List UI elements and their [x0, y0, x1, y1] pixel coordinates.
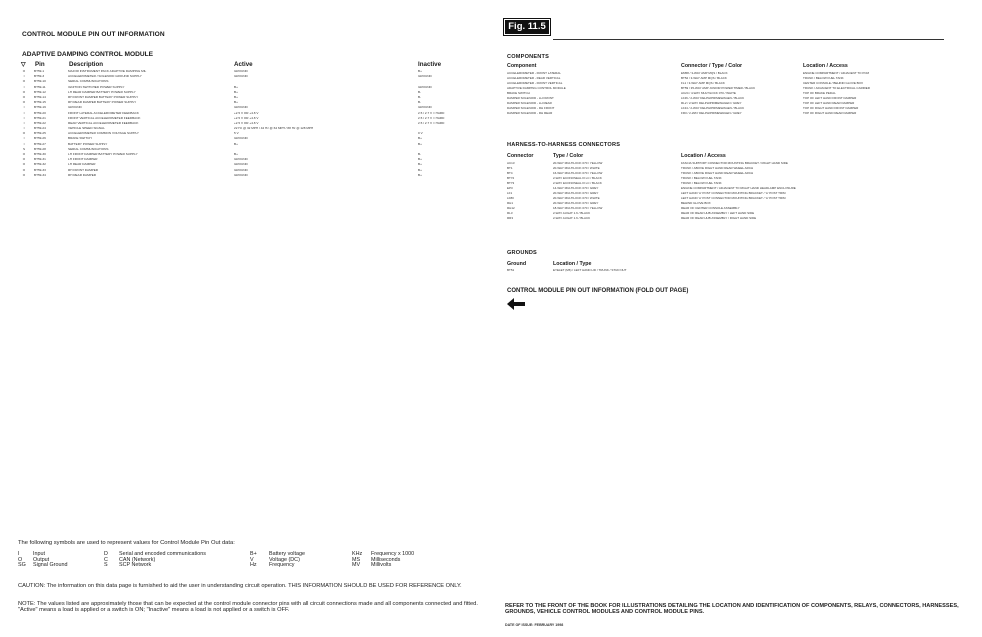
pin-cell: BT59-12 — [34, 89, 46, 94]
active-cell: 22 Hz @ 32 MPH / 44 Hz @ 64 MPH / 88 Hz @ 128 MPH — [234, 126, 314, 131]
connector-cell: BT72 — [507, 176, 515, 180]
symbol-meaning: Frequency x 1000 — [371, 551, 415, 557]
symbol-meaning: CAN (Network) — [119, 556, 156, 563]
symbol-entry — [104, 563, 206, 569]
connector-cell: FR3 / 2-WAY DELPHIPRIMEWAGEN / GREY — [681, 111, 742, 115]
symbol-key: MV — [352, 562, 361, 569]
active-cell: GROUND — [234, 172, 248, 177]
component-cell: DAMPER SOLENOID - RH REAR — [507, 111, 553, 115]
active-cell: GROUND — [234, 157, 248, 162]
location-cell: TRUNK / ADJACENT TO ELECTRICAL CARRIER — [803, 86, 870, 90]
components-title: COMPONENTS — [507, 54, 550, 60]
connector-column-header: Connector / Type / Color — [681, 63, 743, 69]
pin-cell: BT59-22 — [34, 120, 46, 125]
description-cell: RH FRONT DAMPER BATTERY POWER SUPPLY — [68, 94, 139, 99]
component-cell: DAMPER SOLENOID - LH REAR — [507, 101, 552, 105]
type-cell: 18-WAY MULTILOCK 070 / YELLOW — [553, 206, 603, 210]
component-cell: BRAKE SWITCH — [507, 91, 530, 95]
location-cell: FASCIA SUPPORT CONNECTOR MOUNTING BRACKET / RIGHT HAND SIDE — [681, 161, 788, 165]
active-cell: B+ — [234, 94, 238, 99]
component-cell: DAMPER SOLENOID - LH FRONT — [507, 96, 554, 100]
io-cell: O — [22, 162, 26, 167]
symbol-meaning: Battery voltage — [269, 551, 305, 557]
pin-cell: BT59-26 — [34, 136, 46, 141]
symbol-entry — [250, 563, 305, 569]
pin-cell: BT59-25 — [34, 131, 46, 136]
harness-connector-header: Connector — [507, 153, 534, 159]
arrow-left-icon — [507, 298, 525, 310]
location-cell: TOP OF LEFT HAND REAR DAMPER — [803, 101, 855, 105]
pin-cell: BT59-34 — [34, 172, 46, 177]
inactive-cell: B+ — [418, 172, 422, 177]
active-cell: GROUND — [234, 69, 248, 73]
location-column-header: Location / Access — [803, 63, 848, 69]
symbol-key: Hz — [250, 562, 257, 569]
pin-cell: BT59-14 — [34, 94, 46, 99]
page-title: CONTROL MODULE PIN OUT INFORMATION — [22, 31, 165, 38]
io-cell: I — [23, 126, 25, 131]
inactive-cell: B- — [418, 89, 422, 94]
symbols-column — [18, 552, 67, 569]
inactive-cell: 2.5 / 2.7 V = HARD — [418, 120, 445, 125]
symbol-meaning: SCP Network — [119, 562, 152, 569]
connector-cell: AC13 — [507, 161, 515, 165]
inactive-cell: 2.5 / 2.7 V = HARD — [418, 110, 445, 115]
symbol-meaning: Serial and encoded communications — [119, 551, 206, 557]
table-row — [507, 268, 977, 273]
symbol-entry — [352, 563, 414, 569]
location-cell: TRUNK / BELOW FUEL TANK — [803, 76, 844, 80]
connector-cell: EM58 / 3-WAY AMP MQS / BLACK — [681, 71, 728, 75]
inactive-cell: B+ — [418, 162, 422, 167]
location-cell: REAR OF REAR HUB ASSEMBLY / RIGHT HAND SIDE — [681, 216, 757, 220]
symbol-key: SG — [18, 562, 26, 569]
connector-cell: BT52 / 3-WAY AMP MQS / BLACK — [681, 76, 727, 80]
io-cell: O — [22, 100, 26, 105]
type-cell: 16-WAY MULTILOCK 070 / YELLOW — [553, 171, 603, 175]
symbol-meaning: Milliseconds — [371, 556, 401, 563]
table-row — [20, 173, 490, 178]
pin-cell: BT59-20 — [34, 110, 46, 115]
pin-cell: BT59-28 — [34, 146, 46, 151]
symbol-key: C — [104, 556, 108, 563]
connector-cell: RL2 / 2-WAY DELPHIPRIMEWAGEN / GREY — [681, 101, 742, 105]
description-cell: LH REAR DAMPER — [68, 162, 96, 167]
inactive-cell: B+ — [418, 141, 422, 146]
symbol-key: V — [250, 556, 254, 563]
symbol-key: I — [18, 551, 20, 557]
io-cell: O — [22, 89, 26, 94]
connector-cell: BT59 / 35-WAY AMP JUNIOR POWER TIMER / BLACK — [681, 86, 756, 90]
pin-cell: BT59-31 — [34, 157, 46, 162]
active-cell: GROUND — [234, 74, 248, 79]
ground-location-cell: EYELET (M6) / LEFT HAND LID / TRUNK / STUD NUT — [553, 268, 627, 272]
inactive-cell: B+ — [418, 167, 422, 172]
io-cell: O — [22, 167, 26, 172]
io-column-header: ▽ — [21, 61, 26, 68]
io-cell: I — [23, 115, 25, 120]
ground-location-header: Location / Type — [553, 261, 592, 267]
connector-cell: LF46 / 2-WAY DELPHIPRIMEWAGEN / BLACK — [681, 96, 745, 100]
io-cell: I — [23, 74, 25, 79]
connector-cell: BT1 — [507, 166, 513, 170]
inactive-cell: B- — [418, 100, 422, 105]
description-cell: FRONT LATERAL ACCELEROMETER FEEDBACK — [68, 110, 139, 115]
type-cell: 2-WAY AUGAT 1.6 / BLACK — [553, 216, 591, 220]
symbol-entry — [18, 563, 67, 569]
description-cell: LH FRONT DAMPER BATTERY POWER SUPPLY — [68, 152, 138, 156]
symbols-column — [352, 552, 414, 569]
harness-location-header: Location / Access — [681, 153, 726, 159]
inactive-cell: GROUND — [418, 74, 432, 79]
type-cell: 2-WAY ECONOSEAL III LC / BLACK — [553, 181, 602, 185]
active-cell: 5 V — [234, 131, 239, 136]
location-cell: TRUNK / BELOW FUEL TANK — [681, 176, 722, 180]
component-cell: ACCELEROMETER - FRONT VERTICAL — [507, 81, 563, 85]
active-cell: GROUND — [234, 167, 248, 172]
harness-title: HARNESS-TO-HARNESS CONNECTORS — [507, 142, 621, 148]
caution-text: CAUTION: The information on this data page is furnished to aid the user in understanding circuit operation. THIS INFORMATION SHOULD BE USED FOR REFERENCE ONLY. — [18, 583, 462, 589]
connector-cell: RL3 — [507, 211, 513, 215]
description-cell: ACCELEROMETER COMMON VOLTAGE SUPPLY — [68, 131, 139, 136]
description-cell: FRONT VERTICAL ACCELEROMETER FEEDBACK — [68, 115, 141, 120]
active-cell: +2.5 V OR +4.8 V — [234, 115, 259, 120]
symbol-key: D — [104, 551, 108, 557]
issue-date: DATE OF ISSUE: FEBRUARY 1998 — [505, 623, 564, 627]
table-row — [507, 111, 977, 116]
pin-table — [20, 69, 490, 178]
symbol-key: MS — [352, 556, 361, 563]
connector-cell: RR3 — [507, 216, 514, 220]
pin-cell: BT59-11 — [34, 84, 46, 89]
pin-cell: BT59-1 — [34, 69, 45, 73]
component-column-header: Component — [507, 63, 537, 69]
pin-cell: BT59-33 — [34, 167, 46, 172]
pin-column-header: Pin — [35, 61, 45, 68]
type-cell: 20-WAY MULTILOCK 070 / WHITE — [553, 196, 600, 200]
symbol-key: B+ — [250, 551, 257, 557]
description-cell: RH REAR DAMPER — [68, 172, 97, 177]
description-cell: REAR VERTICAL ACCELEROMETER FEEDBACK — [68, 120, 139, 125]
connector-cell: EP3 — [507, 186, 513, 190]
location-cell: REAR OF CENTER CONSOLE ASSEMBLY — [681, 206, 740, 210]
symbol-meaning: Output — [33, 556, 50, 563]
type-cell: 20-WAY MULTILOCK 070 / YELLOW — [553, 161, 603, 165]
pin-cell: BT59-32 — [34, 162, 46, 167]
location-cell: TOP OF RIGHT HAND FRONT DAMPER — [803, 106, 859, 110]
grounds-table — [507, 268, 977, 273]
active-cell: B+ — [234, 84, 238, 89]
connector-cell: LF80 — [507, 196, 514, 200]
type-cell: 20-WAY MULTILOCK 070 / GREY — [553, 191, 599, 195]
description-cell: SERIAL COMMUNICATIONS — [68, 146, 109, 151]
pin-cell: BT59-24 — [34, 126, 46, 131]
active-column-header: Active — [234, 61, 253, 68]
pin-cell: BT59-15 — [34, 100, 46, 105]
symbol-meaning: Frequency — [269, 562, 295, 569]
active-cell: B+ — [234, 152, 238, 156]
description-cell: RH REAR DAMPER BATTERY POWER SUPPLY — [68, 100, 137, 105]
location-cell: ENGINE COMPARTMENT / ADJACENT TO RIGHT HAND HEADLAMP ENCLOSURE — [681, 186, 796, 190]
io-cell: O — [22, 152, 26, 156]
inactive-cell: 0 V — [418, 131, 423, 136]
connector-cell: BT4 — [507, 171, 513, 175]
description-cell: IGNITION SWITCHED POWER SUPPLY — [68, 84, 125, 89]
io-cell: O — [22, 79, 26, 84]
inactive-cell: B+ — [418, 157, 422, 162]
component-cell: ADAPTIVE DAMPING CONTROL MODULE — [507, 86, 566, 90]
components-table — [507, 71, 977, 116]
active-cell: GROUND — [234, 162, 248, 167]
location-cell: TRUNK / ABOVE RIGHT HAND REAR WHEEL ARCH — [681, 166, 754, 170]
description-cell: RH FRONT DAMPER — [68, 167, 99, 172]
location-cell: LEFT HAND 'A' POST CONNECTOR MOUNTING BRACKET / 'A' POST TRIM — [681, 196, 786, 200]
description-cell: LH REAR DAMPER BATTERY POWER SUPPLY — [68, 89, 136, 94]
pin-cell: BT59-19 — [34, 105, 46, 110]
location-cell: LEFT HAND 'A' POST CONNECTOR MOUNTING BRACKET / 'A' POST TRIM — [681, 191, 786, 195]
type-cell: 14-WAY MULTILOCK 070 / GREY — [553, 186, 599, 190]
right-page — [491, 0, 982, 637]
inactive-cell: 2.5 / 2.7 V = HARD — [418, 115, 445, 120]
location-cell: CENTER CONSOLE / BEHIND GLOVE BOX — [803, 81, 864, 85]
connector-cell: RH1 — [507, 201, 514, 205]
description-cell: BATTERY POWER SUPPLY — [68, 141, 108, 146]
symbol-meaning: Signal Ground — [33, 562, 68, 569]
pin-cell: BT59-3 — [34, 74, 45, 79]
active-cell: B+ — [234, 89, 238, 94]
description-cell: VEHICLE SPEED SIGNAL — [68, 126, 105, 131]
section-title: ADAPTIVE DAMPING CONTROL MODULE — [22, 51, 154, 58]
connector-cell: AC24 / 4-WAY MULTILOCK 070 / WHITE — [681, 91, 736, 95]
reference-note: REFER TO THE FRONT OF THE BOOK FOR ILLUSTRATIONS DETAILING THE LOCATION AND IDENTIFICATION OF COMPONENTS, RELAYS, CONNECTORS, HARNESSES, GROUNDS, VEHICLE CONTROL MODULES AND CONTROL MODULE PINS. — [505, 603, 959, 615]
inactive-cell: GROUND — [418, 84, 432, 89]
active-cell: GROUND — [234, 136, 248, 141]
table-row — [507, 216, 977, 221]
component-cell: DAMPER SOLENOID - RH FRONT — [507, 106, 555, 110]
io-cell: O — [22, 157, 26, 162]
io-cell: O — [22, 69, 26, 73]
description-cell: MAJOR INSTRUMENT PACK ADAPTIVE DAMPING MIL — [68, 69, 147, 73]
description-cell: SERIAL COMMUNICATIONS — [68, 79, 109, 84]
connector-cell: BT73 — [507, 181, 515, 185]
symbols-column — [104, 552, 206, 569]
io-cell: I — [23, 84, 25, 89]
header-rule — [553, 39, 944, 40]
component-cell: ACCELEROMETER - REAR VERTICAL — [507, 76, 561, 80]
io-cell: S — [22, 146, 26, 151]
inactive-cell: B- — [418, 152, 422, 156]
symbols-intro: The following symbols are used to represent values for Control Module Pin Out data: — [18, 540, 235, 546]
connector-cell: FL1 / 3-WAY AMP MQS / BLACK — [681, 81, 725, 85]
description-cell: ACCELEROMETER / SOLENOID GROUND SUPPLY — [68, 74, 142, 79]
type-cell: 2-WAY AUGAT 1.6 / BLACK — [553, 211, 591, 215]
pin-cell: BT59-10 — [34, 79, 46, 84]
io-cell: I — [23, 141, 25, 146]
location-cell: REAR OF REAR HUB ASSEMBLY / LEFT HAND SIDE — [681, 211, 755, 215]
inactive-cell: B+ — [418, 69, 422, 73]
location-cell: TOP OF RIGHT HAND REAR DAMPER — [803, 111, 857, 115]
location-cell: TOP OF BRAKE PEDAL — [803, 91, 836, 95]
io-cell: O — [22, 94, 26, 99]
connector-cell: LF44 / 2-WAY DELPHIPRIMEWAGEN / BLACK — [681, 106, 745, 110]
location-cell: TRUNK / ABOVE RIGHT HAND REAR WHEEL ARCH — [681, 171, 754, 175]
inactive-cell: B- — [418, 94, 422, 99]
component-cell: ACCELEROMETER - FRONT LATERAL — [507, 71, 561, 75]
symbol-key: O — [18, 556, 23, 563]
description-column-header: Description — [69, 61, 104, 68]
figure-label: Fig. 11.5 — [505, 20, 549, 34]
type-cell: 20-WAY MULTILOCK 070 / GREY — [553, 201, 599, 205]
active-cell: +2.5 V OR +4.8 V — [234, 110, 259, 115]
pin-cell: BT59-27 — [34, 141, 46, 146]
symbols-column — [250, 552, 305, 569]
symbol-key: KHz — [352, 551, 363, 557]
inactive-cell: B+ — [418, 136, 422, 141]
grounds-title: GROUNDS — [507, 250, 537, 256]
io-cell: I — [23, 110, 25, 115]
location-cell: ENGINE COMPARTMENT / ADJACENT TO PCM — [803, 71, 870, 75]
location-cell: TRUNK / BELOW FUEL TANK — [681, 181, 722, 185]
io-cell: O — [22, 172, 26, 177]
location-cell: TOP OF LEFT HAND FRONT DAMPER — [803, 96, 857, 100]
symbol-key: S — [104, 562, 108, 569]
io-cell: I — [23, 105, 25, 110]
description-cell: GROUND — [68, 105, 82, 110]
pin-cell: BT59-21 — [34, 115, 46, 120]
harness-type-header: Type / Color — [553, 153, 584, 159]
io-cell: I — [23, 120, 25, 125]
connector-cell: RH12 — [507, 206, 515, 210]
description-cell: BRAKE SWITCH — [68, 136, 92, 141]
active-cell: +2.5 V OR +4.8 V — [234, 120, 259, 125]
active-cell: B+ — [234, 141, 238, 146]
note-text: NOTE: The values listed are approximately those that can be expected at the control module connector pins with all circuit connections made and all components connected and fitted. "Active" means a load is applied or a switch is ON; "Inactive" means a load is not applied or a switch is OFF. — [18, 601, 478, 613]
active-cell: B+ — [234, 100, 238, 105]
symbol-meaning: Millivolts — [371, 562, 392, 569]
type-cell: 20-WAY MULTILOCK 070 / WHITE — [553, 166, 600, 170]
symbol-meaning: Input — [33, 551, 45, 557]
inactive-column-header: Inactive — [418, 61, 442, 68]
ground-column-header: Ground — [507, 261, 527, 267]
symbol-meaning: Voltage (DC) — [269, 556, 300, 563]
connector-cell: LF1 — [507, 191, 513, 195]
io-cell: O — [22, 131, 26, 136]
io-cell: I — [23, 136, 25, 141]
type-cell: 2-WAY ECONOSEAL III LC / BLACK — [553, 176, 602, 180]
ground-cell: BT51 — [507, 268, 515, 272]
pin-cell: BT59-30 — [34, 152, 46, 156]
fold-out-label: CONTROL MODULE PIN OUT INFORMATION (FOLD OUT PAGE) — [507, 288, 689, 294]
active-cell: GROUND — [234, 105, 248, 110]
harness-table — [507, 161, 977, 221]
inactive-cell: GROUND — [418, 105, 432, 110]
location-cell: BEHIND GLOVE BOX — [681, 201, 711, 205]
description-cell: LH FRONT DAMPER — [68, 157, 98, 162]
